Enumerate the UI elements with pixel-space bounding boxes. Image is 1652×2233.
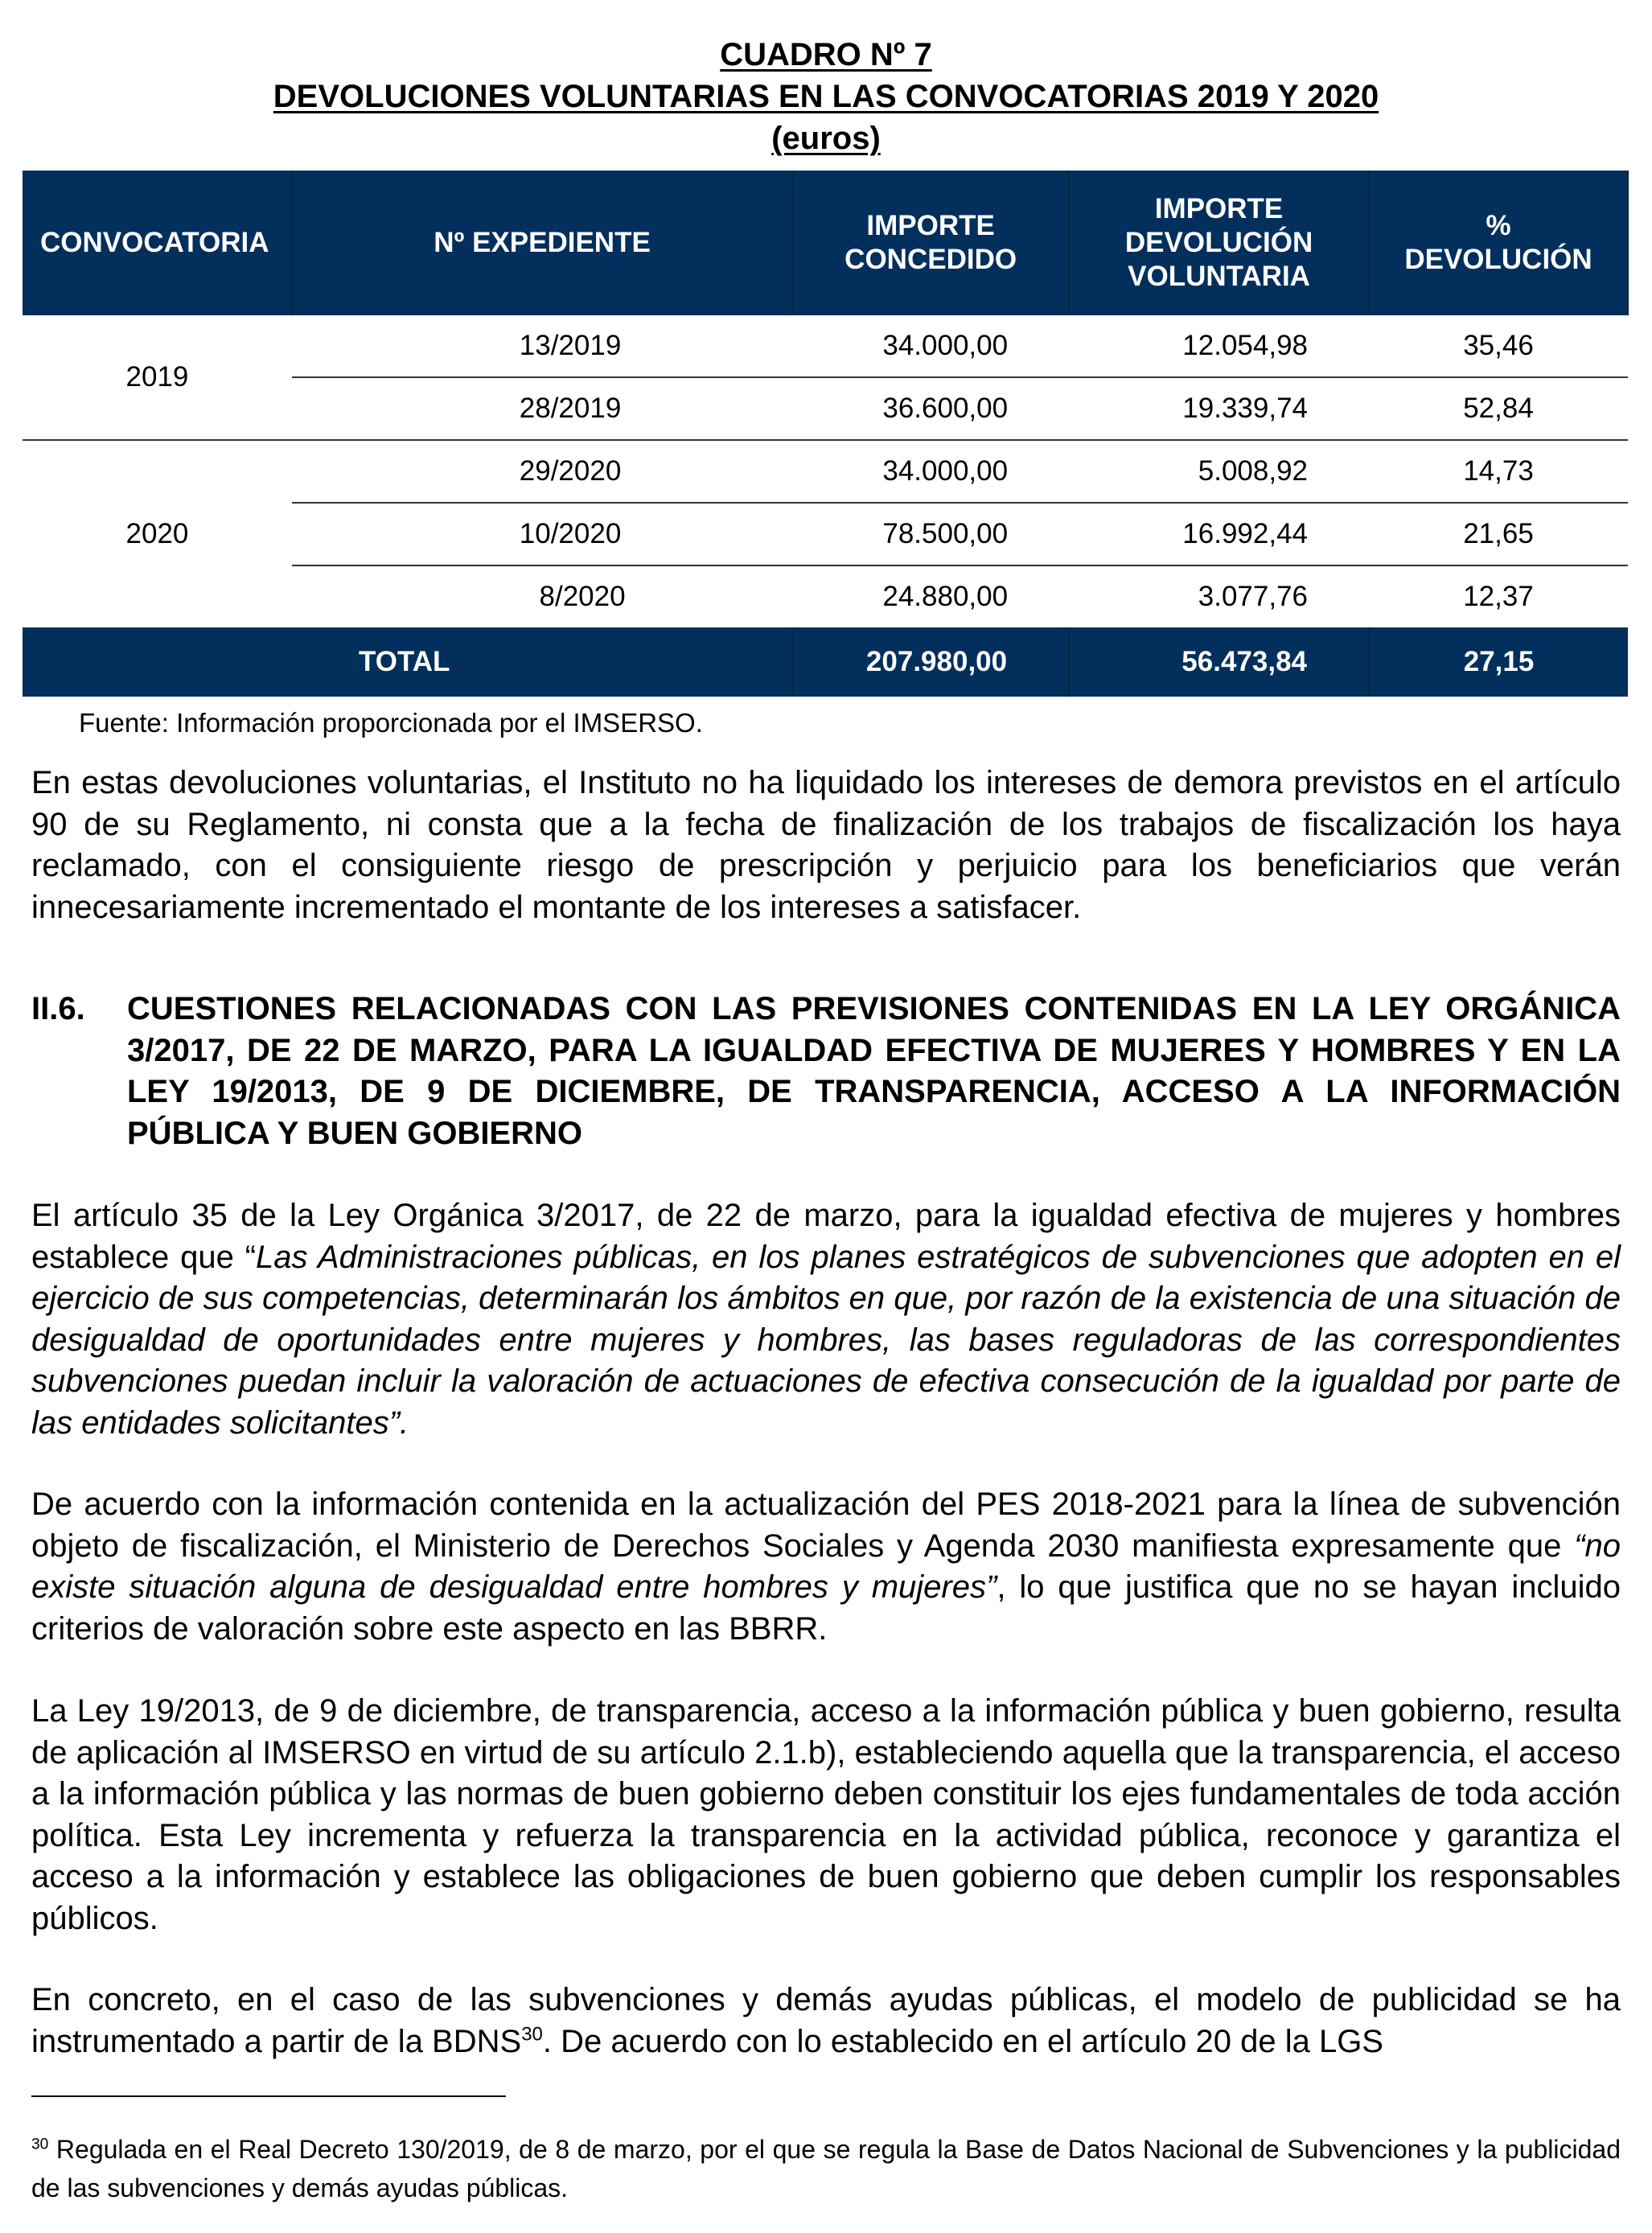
devolucion-cell: 3.077,76 xyxy=(1198,581,1309,612)
total-concedido: 207.980,00 xyxy=(792,627,1069,697)
expediente-cell: 28/2019 xyxy=(292,377,792,440)
devoluciones-table xyxy=(23,171,1629,697)
quote: “no existe situación alguna de desigualdad entre hombres y mujeres” xyxy=(31,1528,1621,1605)
col-header-importe-concedido: IMPORTE CONCEDIDO xyxy=(792,171,1069,315)
expediente-cell: 13/2019 xyxy=(292,315,792,377)
paragraph-intereses: En estas devoluciones voluntarias, el Instituto no ha liquidado los intereses de demora previstos en el artículo 90 de su Reglamento, ni consta que a la fecha de finalización de los trabajos de fiscalización los haya reclamado, con el consiguiente riesgo de prescripción y perjuicio para los beneficiarios que verán innecesariamente incrementado el montante de los intereses a satisfacer. xyxy=(31,765,1621,925)
section-title: CUESTIONES RELACIONADAS CON LAS PREVISIONES CONTENIDAS EN LA LEY ORGÁNICA 3/2017, DE 22 DE MARZO, PARA LA IGUALDAD EFECTIVA DE MUJERES Y HOMBRES Y EN LA LEY 19/2013, DE 9 DE DICIEMBRE, DE TRANSPARENCIA, ACCESO A LA INFORMACIÓN PÚBLICA Y BUEN GOBIERNO xyxy=(127,991,1621,1151)
pct-cell: 14,73 xyxy=(1369,440,1628,503)
pct-cell: 12,37 xyxy=(1463,581,1534,612)
pct-cell: 52,84 xyxy=(1369,377,1628,440)
col-header-porcentaje: % DEVOLUCIÓN xyxy=(1369,171,1628,315)
caption-line: CUADRO Nº 7 xyxy=(720,37,932,72)
paragraph-ley-igualdad xyxy=(31,1195,1621,1444)
col-header-expediente: Nº EXPEDIENTE xyxy=(292,171,792,315)
concedido-cell: 34.000,00 xyxy=(792,440,1069,503)
section-heading xyxy=(31,989,1621,1154)
col-header-convocatoria: CONVOCATORIA xyxy=(23,171,292,315)
quote: Las Administraciones públicas, en los planes estratégicos de subvenciones que adopten en el ejercicio de sus competencias, determinarán los ámbitos en que, por razón de la existencia de una situación de desigualdad de oportunidades entre mujeres y hombres, las bases reguladoras de las correspondientes subvenciones puedan incluir la valoración de actuaciones de efectiva consecución de la igualdad por parte de las entidades solicitantes”. xyxy=(31,1239,1621,1441)
devolucion-cell: 19.339,74 xyxy=(1069,377,1369,440)
text: En concreto, en el caso de las subvenciones y demás ayudas públicas, el modelo de publicidad se ha instrumentado a partir de la BDNS xyxy=(31,1982,1621,2059)
concedido-cell: 36.600,00 xyxy=(792,377,1069,440)
concedido-cell: 34.000,00 xyxy=(792,315,1069,377)
text: . De acuerdo con lo establecido en el artículo 20 de la LGS xyxy=(542,2023,1383,2059)
col-header-importe-devolucion: IMPORTE DEVOLUCIÓN VOLUNTARIA xyxy=(1069,171,1369,315)
paragraph-bdns xyxy=(31,1980,1621,2062)
expediente-cell: 8/2020 xyxy=(539,581,626,612)
devolucion-cell: 12.054,98 xyxy=(1069,315,1369,377)
table-row xyxy=(23,440,1628,503)
section-number: II.6. xyxy=(31,991,85,1026)
footnote-number: 30 xyxy=(31,2136,49,2153)
expediente-cell: 10/2020 xyxy=(292,503,792,565)
footnote xyxy=(31,2130,1621,2207)
table-caption-unit xyxy=(0,117,1652,159)
total-pct: 27,15 xyxy=(1369,627,1628,697)
paragraph-transparencia: La Ley 19/2013, de 9 de diciembre, de transparencia, acceso a la información pública y buen gobierno, resulta de aplicación al IMSERSO en virtud de su artículo 2.1.b), estableciendo aquella que la transparencia, el acceso a la información pública y las normas de buen gobierno deben constituir los ejes fundamentales de toda acción política. Esta Ley incrementa y refuerza la transparencia en la actividad pública, reconoce y garantiza el acceso a la información y establece las obligaciones de buen gobierno que deben cumplir los responsables públicos. xyxy=(31,1693,1621,1936)
footnote-text: Regulada en el Real Decreto 130/2019, de 8 de marzo, por el que se regula la Base de Datos Nacional de Subvenciones y la publicidad de las subvenciones y demás ayudas públicas. xyxy=(31,2135,1621,2202)
concedido-cell: 78.500,00 xyxy=(792,503,1069,565)
caption-line: DEVOLUCIONES VOLUNTARIAS EN LAS CONVOCATORIAS 2019 Y 2020 xyxy=(273,79,1379,114)
devolucion-cell: 5.008,92 xyxy=(1069,440,1369,503)
pct-cell: 21,65 xyxy=(1369,503,1628,565)
caption-line: (euros) xyxy=(771,121,881,156)
text: De acuerdo con la información contenida en la actualización del PES 2018-2021 para la línea de subvención objeto de fiscalización, el Ministerio de Derechos Sociales y Agenda 2030 manifiesta expresamente que xyxy=(31,1487,1621,1564)
concedido-cell: 24.880,00 xyxy=(882,581,1009,612)
total-row xyxy=(23,627,1628,697)
devolucion-cell: 16.992,44 xyxy=(1069,503,1369,565)
table-source: Fuente: Información proporcionada por el IMSERSO. xyxy=(79,708,703,738)
pct-cell: 35,46 xyxy=(1369,315,1628,377)
paragraph-pes xyxy=(31,1484,1621,1650)
footnote-separator xyxy=(31,2095,506,2097)
total-devolucion: 56.473,84 xyxy=(1069,627,1369,697)
expediente-cell: 29/2020 xyxy=(292,440,792,503)
text: , lo que justifica que no se hayan incluido criterios de valoración sobre este aspecto en las BBRR. xyxy=(31,1569,1621,1647)
footnote-ref[interactable]: 30 xyxy=(521,2023,543,2046)
year-cell: 2020 xyxy=(125,518,189,549)
table-caption-number xyxy=(0,34,1652,76)
table-caption-title xyxy=(0,76,1652,117)
total-label: TOTAL xyxy=(23,627,792,697)
text: El artículo 35 de la Ley Orgánica 3/2017, de 22 de marzo, para la igualdad efectiva de mujeres y hombres establece que “ xyxy=(31,1198,1621,1275)
table-header-row xyxy=(23,171,1628,315)
year-cell: 2019 xyxy=(23,315,292,440)
table-row xyxy=(23,315,1628,377)
